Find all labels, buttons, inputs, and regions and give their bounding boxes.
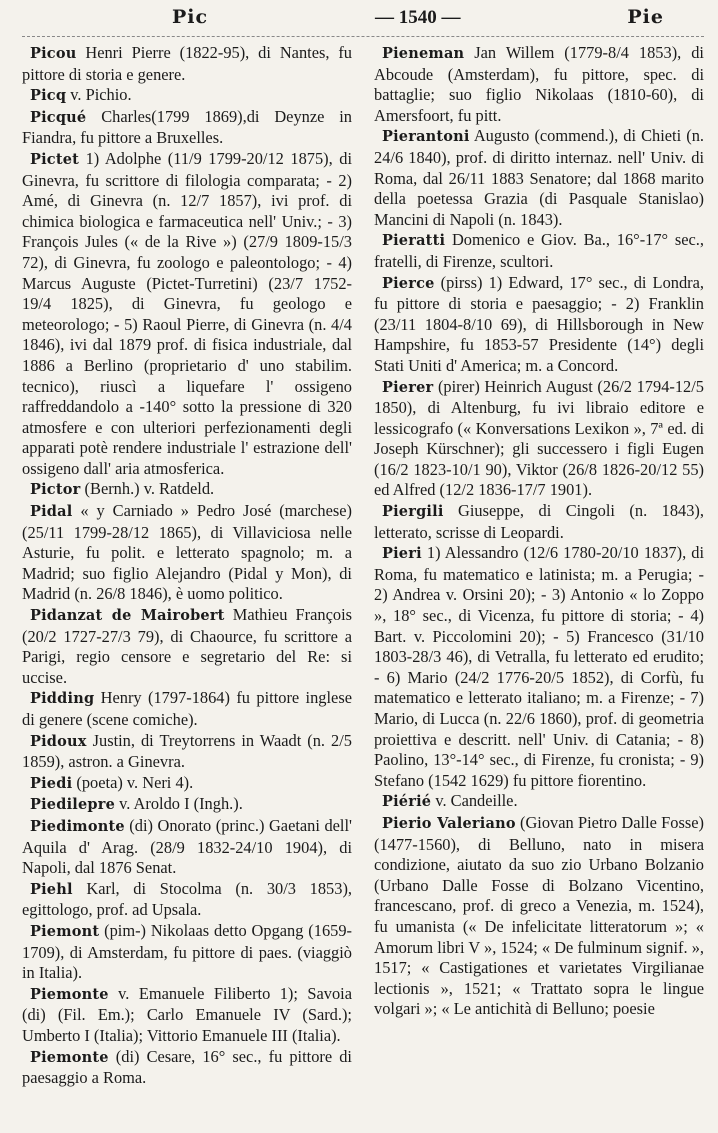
dictionary-entry [374, 791, 704, 813]
entry-headword: Pictet [30, 150, 80, 168]
dictionary-entry [22, 984, 352, 1047]
entry-text: Henri Pierre (1822-95), di Nantes, fu pittore di storia e genere. [22, 43, 352, 84]
entry-text: Justin, di Treytorrens in Waadt (n. 2/5 1859), astron. a Ginevra. [22, 730, 352, 772]
dictionary-entry [374, 43, 704, 126]
entry-text: Augusto (commend.), di Chieti (n. 24/6 1840), prof. di diritto internaz. nell' Univ. di Roma, dal 26/11 1883 Senatore; dal 1868 marito della poetessa Grazia (di Pasquale Stanislao) Mancini di Napoli (n. 1843). [374, 126, 704, 229]
header-left-word: Pic [172, 6, 209, 28]
dictionary-entry [374, 543, 704, 791]
left-column [22, 43, 352, 1089]
entry-text: « y Carniado » Pedro José (marchese) (25/11 1799-28/12 1865), di Villaviciosa nelle Asturie, fu polit. e letterato spagnolo; m. a Madrid; suo figlio Alejandro (Pidal y Mon), di Madrid (n. 26/8 1846), è uomo politico. [22, 501, 352, 604]
entry-text: v. Aroldo I (Ingh.). [115, 794, 243, 814]
entry-text: Jan Willem (1779-8/4 1853), di Abcoude (Amsterdam), fu pittore, spec. di battaglie; suo figlio Nikolaas (1810-60), di Amersfoort, fu pitt. [374, 43, 704, 125]
entry-headword: Piergili [382, 503, 444, 521]
entry-headword: Pieneman [382, 45, 465, 62]
entry-text: Mathieu François (20/2 1727-27/3 79), di Chaource, fu scrittore a Parigi, regio censore e segretario del Re: si uccise. [22, 605, 352, 687]
dictionary-entry [22, 731, 352, 773]
entry-text: Henry (1797-1864) fu pittore inglese di genere (scene comiche). [22, 688, 352, 729]
page-number: — 1540 — [374, 7, 461, 28]
entry-headword: Picqué [30, 108, 87, 126]
dictionary-entry [22, 794, 352, 816]
entry-headword: Pierer [382, 378, 434, 396]
header-right-word: Pie [627, 6, 664, 28]
entry-headword: Piemonte [30, 985, 109, 1003]
running-header [22, 6, 704, 37]
entry-text: (di) Cesare, 16° sec., fu pittore di paesaggio a Roma. [22, 1046, 352, 1088]
entry-text: (Giovan Pietro Dalle Fosse) (1477-1560), di Belluno, nato in misera condizione, aiutato da suo zio Urbano Bolzanio (Urbano Dalle Fosse di Bolzano Vicentino, francescano, prof. di greco a Venezia, m. 1524), fu umanista (« De infelicitate litteratorum »; « Amorum libri V », 1524; « De fulminum signif. », 1517; « Castigationes et varietates Virgilianae lectionis », 1521; « Trattato sopra le lingue volgari »; « Le antichità di Belluno; poesie [374, 812, 704, 1019]
dictionary-entry [374, 813, 704, 1020]
entry-headword: Piérié [382, 793, 432, 811]
entry-text: 1) Adolphe (11/9 1799-20/12 1875), di Ginevra, fu scrittore di filologia comparata; - 2) Amé, di Ginevra (n. 12/7 1857), ivi prof. di chimica biologica e farmaceutica nell' Univ.; - 3) François Jules (« de la Rive ») (27/9 1809-15/3 72), di Ginevra, fu zoologo e paleontologo; - 4) Marcus Auguste (Pictet-Turretini) (23/7 1752-19/4 1825), di Ginevra, fu geologo e meteorologo; - 5) Raoul Pierre, di Ginevra (n. 4/4 1846), ivi dal 1879 prof. di fisica industriale, dal 1886 a Berlino (proprietario d' uno stabilim. tecnico), riuscì a liquefare l' ossigeno raffreddandolo a -140° sotto la pressione di 320 atmosfere e con ulteriori perfezionamenti degli apparati potè rendere industriale l' estrazione dell' ossigeno dall' aria atmosferica. [22, 148, 352, 478]
entry-headword: Piedilepre [30, 796, 116, 814]
entry-text: (pirer) Heinrich August (26/2 1794-12/5 1850), di Altenburg, fu ivi libraio editore e lessicografo (« Konversations Lexikon », 7ª ed. di Joseph Kürschner); gli successero i figli Eugen (16/2 1823-10/1 90), Viktor (26/8 1826-20/12 55) ed Alfred (12/2 1836-17/7 1901). [374, 376, 704, 500]
right-column [374, 43, 704, 1089]
dictionary-entry [22, 773, 352, 795]
entry-headword: Pidoux [30, 732, 87, 750]
dictionary-entry [374, 377, 704, 502]
entry-headword: Pierio Valeriano [382, 814, 516, 832]
entry-headword: Piehl [30, 880, 73, 898]
dictionary-entry [22, 501, 352, 605]
entry-headword: Pieri [382, 545, 422, 563]
entry-text: v. Candeille. [431, 791, 518, 811]
dictionary-entry [22, 688, 352, 730]
dictionary-entry [22, 43, 352, 85]
entry-headword: Pidal [30, 503, 73, 521]
entry-headword: Pictor [30, 481, 81, 499]
dictionary-entry [374, 273, 704, 377]
entry-headword: Pidding [30, 690, 95, 708]
dictionary-entry [22, 879, 352, 921]
entry-text: (pirss) 1) Edward, 17° sec., di Londra, fu pittore di storia e paesaggio; - 2) Franklin (23/11 1804-8/10 69), di Hillsborough in New Hampshire, fu 1853-57 Presidente (14°) degli Stati Uniti d' America; m. a Concord. [374, 272, 704, 375]
entry-headword: Picq [30, 87, 67, 105]
entry-text: (di) Onorato (princ.) Gaetani dell' Aquila d' Arag. (28/9 1832-24/10 1904), di Napoli, dal 1876 Senat. [22, 815, 352, 878]
entry-headword: Picou [30, 45, 77, 62]
entry-text: (poeta) v. Neri 4). [72, 772, 194, 792]
dictionary-entry [374, 230, 704, 272]
entry-headword: Piedimonte [30, 817, 125, 835]
entry-text: (pim-) Nikolaas detto Opgang (1659-1709), di Amsterdam, fu pittore di paes. (viaggiò in Italia). [22, 920, 352, 983]
entry-headword: Piedi [30, 774, 73, 792]
entry-text: Karl, di Stocolma (n. 30/3 1853), egittologo, prof. ad Upsala. [22, 878, 352, 920]
entry-text: Giuseppe, di Cingoli (n. 1843), letterato, scrisse di Leopardi. [374, 501, 704, 542]
dictionary-entry [22, 921, 352, 984]
dictionary-entry [22, 816, 352, 879]
dictionary-entry [374, 126, 704, 230]
entry-headword: Piemont [30, 922, 100, 940]
entry-text: v. Pichio. [66, 85, 132, 105]
entry-headword: Piemonte [30, 1048, 109, 1066]
entry-text: 1) Alessandro (12/6 1780-20/10 1837), di Roma, fu matematico e latinista; m. a Perugia; - 2) Andrea v. Orsini 20); - 3) Antonio « lo Zoppo », 18° sec., di Vicenza, fu pittore di storia; - 4) Bart. v. Piccolomini 20); - 5) Francesco (31/10 1803-28/3 46), di Vetralla, fu letterato ed erudito; - 6) Mario (24/2 1776-20/5 1852), di Corfù, fu matematico e letterato italiano; m. a Firenze; - 7) Mario, di Lucca (n. 22/6 1860), prof. di geometria proiettiva e descritt. nell' Univ. di Catania; - 8) Paolino, 13°-14° sec., di Firenze, fu cronista; - 9) Stefano (1542 1629) fu pittore fiorentino. [374, 543, 704, 790]
columns [22, 43, 704, 1089]
dictionary-entry [22, 107, 352, 149]
entry-text: Charles(1799 1869),di Deynze in Fiandra, fu pittore a Bruxelles. [22, 106, 352, 148]
entry-headword: Pierantoni [382, 128, 470, 146]
dictionary-entry [22, 1047, 352, 1089]
dictionary-entry [22, 479, 352, 501]
entry-text: Domenico e Giov. Ba., 16°-17° sec., fratelli, di Firenze, scultori. [374, 230, 704, 271]
entry-headword: Pierce [382, 274, 435, 292]
dictionary-entry [374, 501, 704, 543]
entry-text: v. Emanuele Filiberto 1); Savoia (di) (Fil. Em.); Carlo Emanuele IV (Sard.); Umberto I (Italia); Vittorio Emanuele III (Italia). [22, 983, 352, 1045]
entry-headword: Pieratti [382, 232, 446, 250]
entry-headword: Pidanzat de Mairobert [30, 607, 225, 625]
dictionary-entry [22, 85, 352, 107]
entry-text: (Bernh.) v. Ratdeld. [80, 479, 215, 499]
dictionary-entry [22, 149, 352, 480]
dictionary-entry [22, 605, 352, 688]
